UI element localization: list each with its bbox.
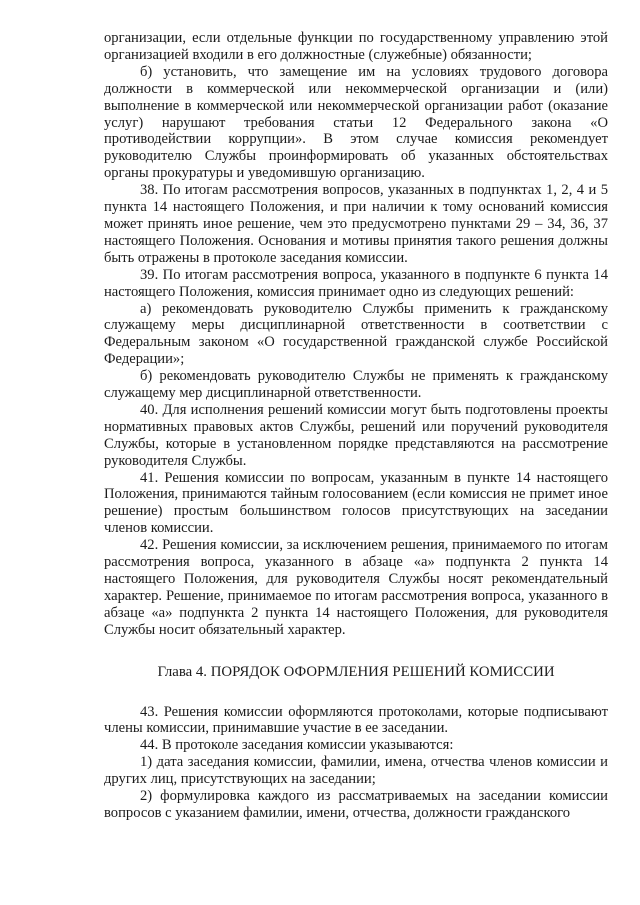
paragraph-39: 39. По итогам рассмотрения вопроса, указанного в подпункте 6 пункта 14 настоящего Положения, комиссия принимает одно из следующих решений: [104, 266, 608, 300]
paragraph-43: 43. Решения комиссии оформляются протоколами, которые подписывают члены комиссии, принимавшие участие в ее заседании. [104, 703, 608, 737]
paragraph-continuation: организации, если отдельные функции по государственному управлению этой организацией входили в его должностные (служебные) обязанности; [104, 30, 608, 63]
paragraph-44: 44. В протоколе заседания комиссии указываются: [140, 737, 454, 754]
paragraph-44-1: 1) дата заседания комиссии, фамилии, имена, отчества членов комиссии и других лиц, присутствующих на заседании; [104, 754, 608, 788]
paragraphs-after [104, 704, 608, 822]
paragraph-40: 40. Для исполнения решений комиссии могут быть подготовлены проекты нормативных правовых актов Службы, решений или поручений руководителя Службы, которые в установленном порядке представляются на рассмотрение руководителя Службы. [104, 401, 608, 469]
paragraph-41: 41. Решения комиссии по вопросам, указанным в пункте 14 настоящего Положения, принимаются тайным голосованием (если комиссия не примет иное решение) простым большинством голосов присутствующих на заседании членов комиссии. [104, 469, 608, 537]
paragraph-42: 42. Решения комиссии, за исключением решения, принимаемого по итогам рассмотрения вопроса, указанного в абзаце «а» подпункта 2 пункта 14 настоящего Положения, для руководителя Службы носят рекомендательный характер. Решение, принимаемое по итогам рассмотрения вопроса, указанного в абзаце «а» подпункта 2 пункта 14 настоящего Положения, для руководителя Службы носит обязательный характер. [104, 537, 608, 638]
paragraph-39-a: а) рекомендовать руководителю Службы применить к гражданскому служащему меры дисциплинарной ответственности в соответствии с Федеральным законом «О государственной гражданской службе Российской Федерации»; [104, 300, 608, 368]
paragraph-38: 38. По итогам рассмотрения вопросов, указанных в подпунктах 1, 2, 4 и 5 пункта 14 настоящего Положения, и при наличии к тому оснований комиссия может принять иное решение, чем это предусмотрено пунктами 29 – 34, 36, 37 настоящего Положения. Основания и мотивы принятия такого решения должны быть отражены в протоколе заседания комиссии. [104, 182, 608, 266]
paragraphs-before [104, 30, 608, 639]
chapter-heading: Глава 4. ПОРЯДОК ОФОРМЛЕНИЯ РЕШЕНИЙ КОМИССИИ [157, 663, 555, 680]
document-page [104, 30, 608, 822]
paragraph-b-establish: б) установить, что замещение им на условиях трудового договора должности в коммерческой или некоммерческой организации и (или) выполнение в коммерческой или некоммерческой организации работ (оказание услуг) нарушают требования статьи 12 Федерального закона «О противодействии коррупции». В этом случае комиссия рекомендует руководителю Службы проинформировать об указанных обстоятельствах органы прокуратуры и уведомившую организацию. [104, 63, 608, 182]
paragraph-39-b: б) рекомендовать руководителю Службы не применять к гражданскому служащему мер дисциплинарной ответственности. [104, 368, 608, 402]
paragraph-44-2: 2) формулировка каждого из рассматриваемых на заседании комиссии вопросов с указанием фамилии, имени, отчества, должности гражданского [104, 788, 608, 821]
